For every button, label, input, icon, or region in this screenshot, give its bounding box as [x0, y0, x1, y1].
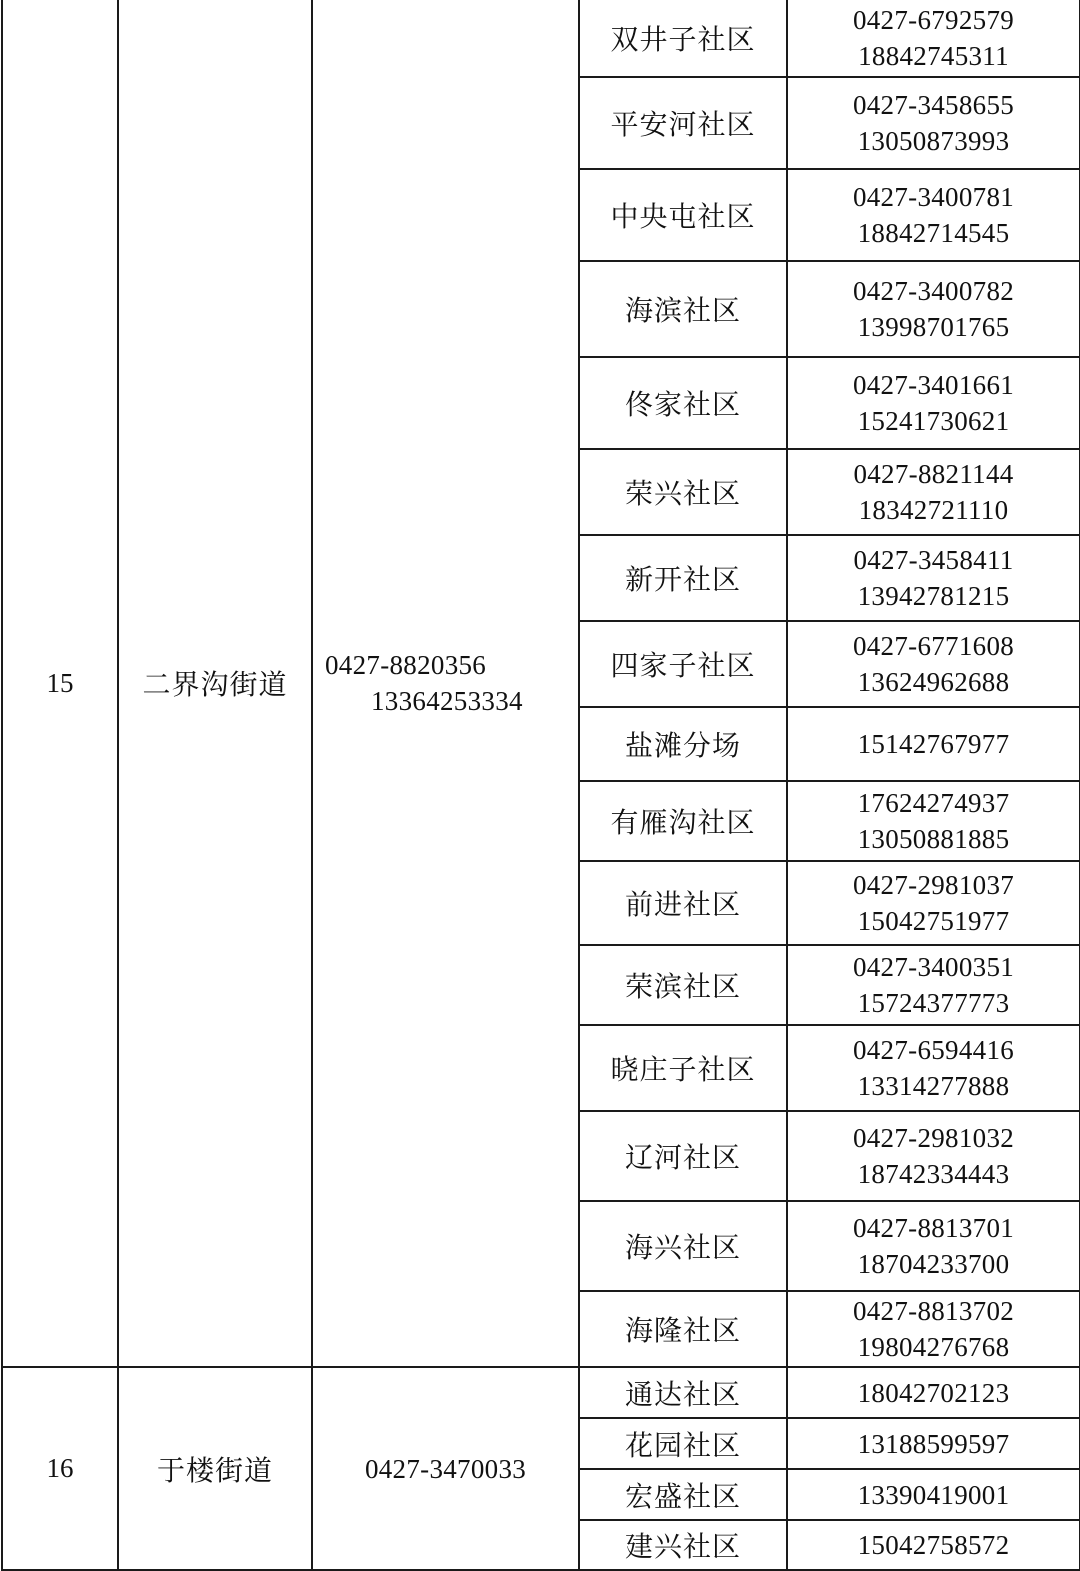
community-name: 海隆社区: [579, 1291, 787, 1367]
community-phone-number: 0427-6792579: [852, 5, 1015, 35]
community-phone: [787, 1025, 1080, 1111]
community-phone-number: 18842745311: [858, 41, 1009, 71]
community-phone-number: 0427-6771608: [852, 631, 1015, 661]
community-phone-number: 0427-3400351: [852, 952, 1015, 982]
community-phone-number: 0427-8813701: [852, 1213, 1015, 1243]
street-phone-number: 13364253334: [371, 686, 523, 716]
community-phone-number: 18842714545: [857, 218, 1010, 248]
community-name: 宏盛社区: [579, 1469, 787, 1520]
community-phone-number: 15042751977: [857, 906, 1010, 936]
community-phone: [787, 945, 1080, 1025]
community-phone-number: 18042702123: [857, 1377, 1010, 1408]
community-phone: [787, 621, 1080, 707]
community-phone: [787, 1520, 1080, 1570]
community-name: 前进社区: [579, 861, 787, 945]
community-name: 新开社区: [579, 535, 787, 621]
community-phone-number: 0427-2981037: [852, 870, 1015, 900]
community-name: 中央屯社区: [579, 169, 787, 261]
community-phone: [787, 1111, 1080, 1201]
community-phone-number: 15142767977: [857, 729, 1010, 759]
row-index: 15: [2, 0, 118, 1367]
community-phone: [787, 1367, 1080, 1418]
community-phone: [787, 1469, 1080, 1520]
community-phone-number: 18704233700: [857, 1249, 1010, 1279]
community-phone: [787, 861, 1080, 945]
community-name: 荣兴社区: [579, 449, 787, 535]
street-phone: [312, 0, 579, 1367]
community-phone-number: 0427-3401661: [852, 370, 1015, 400]
street-name: 二界沟街道: [118, 0, 312, 1367]
table-row: [2, 1367, 1080, 1418]
community-name: 双井子社区: [579, 0, 787, 77]
community-phone-number: 0427-8821144: [853, 459, 1014, 489]
table-row: [2, 0, 1080, 77]
street-name: 于楼街道: [118, 1367, 312, 1570]
community-phone-number: 0427-3400781: [852, 182, 1015, 212]
community-name: 建兴社区: [579, 1520, 787, 1570]
community-name: 海兴社区: [579, 1201, 787, 1291]
community-phone-number: 18742334443: [857, 1159, 1010, 1189]
community-phone-number: 13314277888: [857, 1071, 1010, 1101]
community-phone-number: 0427-6594416: [852, 1035, 1015, 1065]
community-phone: [787, 449, 1080, 535]
community-phone: [787, 781, 1080, 861]
community-name: 晓庄子社区: [579, 1025, 787, 1111]
community-phone: [787, 1201, 1080, 1291]
community-phone-number: 13050881885: [857, 824, 1010, 854]
community-name: 通达社区: [579, 1367, 787, 1418]
community-name: 海滨社区: [579, 261, 787, 357]
community-phone-number: 0427-3458411: [853, 545, 1014, 575]
community-phone-number: 13942781215: [857, 581, 1010, 611]
community-phone-number: 13624962688: [857, 667, 1010, 697]
community-phone-number: 15241730621: [857, 406, 1010, 436]
community-phone-number: 13998701765: [857, 312, 1010, 342]
community-name: 佟家社区: [579, 357, 787, 449]
community-phone: [787, 357, 1080, 449]
community-phone-number: 15724377773: [857, 988, 1010, 1018]
community-phone: [787, 77, 1080, 169]
community-phone: [787, 1418, 1080, 1469]
community-phone-number: 13050873993: [857, 126, 1010, 156]
community-phone-number: 13188599597: [857, 1428, 1010, 1459]
community-phone-number: 0427-8813702: [852, 1296, 1015, 1326]
community-phone-number: 15042758572: [857, 1530, 1010, 1560]
community-phone-number: 13390419001: [857, 1479, 1010, 1510]
contact-table: [1, 0, 1080, 1571]
street-phone: [312, 1367, 579, 1570]
community-name: 辽河社区: [579, 1111, 787, 1201]
community-name: 平安河社区: [579, 77, 787, 169]
row-index: 16: [2, 1367, 118, 1570]
community-name: 花园社区: [579, 1418, 787, 1469]
community-phone-number: 19804276768: [857, 1332, 1010, 1362]
community-name: 有雁沟社区: [579, 781, 787, 861]
community-phone-number: 0427-3400782: [852, 276, 1015, 306]
community-name: 荣滨社区: [579, 945, 787, 1025]
community-phone-number: 18342721110: [858, 495, 1009, 525]
community-phone: [787, 707, 1080, 781]
street-phone-number: 0427-3470033: [364, 1453, 527, 1484]
community-phone-number: 17624274937: [857, 788, 1010, 818]
community-name: 盐滩分场: [579, 707, 787, 781]
community-phone: [787, 169, 1080, 261]
community-phone-number: 0427-3458655: [852, 90, 1015, 120]
community-phone-number: 0427-2981032: [852, 1123, 1015, 1153]
community-phone: [787, 535, 1080, 621]
community-phone: [787, 1291, 1080, 1367]
street-phone-number: 0427-8820356: [325, 650, 487, 680]
community-name: 四家子社区: [579, 621, 787, 707]
community-phone: [787, 0, 1080, 77]
community-phone: [787, 261, 1080, 357]
